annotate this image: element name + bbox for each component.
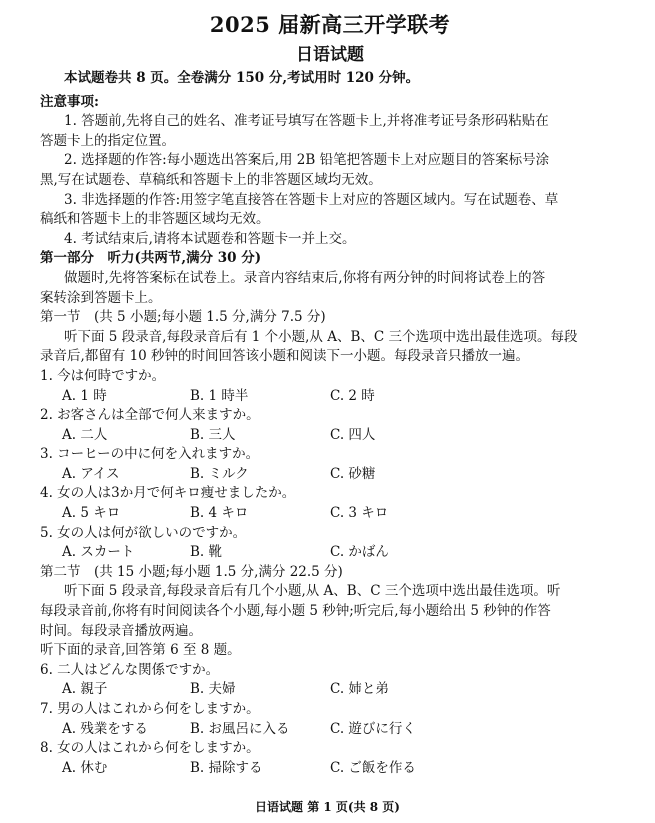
option-b: B. お風呂に入る [190,720,290,737]
note-2-line-1: 2. 选择题的作答:每小题选出答案后,用 2B 铅笔把答题卡上对应题目的答案标号涂 [64,152,550,169]
options [40,680,620,700]
question-text: 1. 今は何時ですか。 [40,367,166,384]
question-text: 2. お客さんは全部で何人来ますか。 [40,407,260,424]
option-b: B. 三人 [190,426,236,443]
option-a: A. アイス [62,465,120,482]
section2-instr-line-3: 时间。每段录音播放两遍。 [40,622,202,639]
part1-intro-line-1: 做题时,先将答案标在试卷上。录音内容结束后,你将有两分钟的时间将试卷上的答 [64,269,546,286]
note-2-line-2: 黑,写在试题卷、草稿纸和答题卡上的非答题区域均无效。 [40,171,382,188]
option-b: B. ミルク [190,465,249,482]
question-text: 8. 女の人はこれから何をしますか。 [40,740,260,757]
section2-heading: 第二节 (共 15 小题;每小题 1.5 分,满分 22.5 分) [40,563,343,580]
option-a: A. 休む [62,759,108,776]
section2-instr-line-2: 每段录音前,你将有时间阅读各个小题,每小题 5 秒钟;听完后,每小题给出 5 秒钟的作答 [40,603,551,620]
part1-heading: 第一部分 听力(共两节,满分 30 分) [40,250,262,267]
question-3 [40,445,620,484]
options [40,720,620,740]
option-c: C. 2 時 [330,387,375,404]
note-3-line-2: 稿纸和答题卡上的非答题区域均无效。 [40,211,270,228]
section1-heading: 第一节 (共 5 小题;每小题 1.5 分,满分 7.5 分) [40,309,326,326]
option-c: C. 姉と弟 [330,681,389,698]
section2-instr-line-1: 听下面 5 段录音,每段录音后有几个小题,从 A、B、C 三个选项中选出最佳选项。听 [64,583,561,600]
question-5 [40,524,620,563]
exam-info: 本试题卷共 8 页。全卷满分 150 分,考试用时 120 分钟。 [64,70,420,86]
options [40,426,620,446]
option-c: C. 3 キロ [330,505,389,522]
option-a: A. 親子 [62,681,108,698]
question-text: 4. 女の人は3か月で何キロ痩せましたか。 [40,485,296,502]
option-b: B. 4 キロ [190,505,249,522]
question-6 [40,661,620,700]
option-c: C. かばん [330,544,389,561]
note-3-line-1: 3. 非选择题的作答:用签字笔直接答在答题卡上对应的答题区域内。写在试题卷、草 [64,191,559,208]
question-1 [40,367,620,406]
option-a: A. 1 時 [62,387,107,404]
options [40,465,620,485]
question-8 [40,739,620,778]
option-b: B. 夫婦 [190,681,236,698]
option-c: C. ご飯を作る [330,759,416,776]
notes-heading: 注意事项: [40,93,99,110]
option-a: A. 二人 [62,426,108,443]
option-a: A. スカート [62,544,135,561]
question-text: 5. 女の人は何が欲しいのですか。 [40,524,247,541]
options [40,543,620,563]
question-text: 6. 二人はどんな関係ですか。 [40,661,220,678]
section2-sub-intro: 听下面的录音,回答第 6 至 8 题。 [40,642,241,659]
question-2 [40,406,620,445]
question-text: 3. コーヒーの中に何を入れますか。 [40,446,260,463]
question-text: 7. 男の人はこれから何をしますか。 [40,701,260,717]
note-1-line-2: 答题卡上的指定位置。 [40,132,175,149]
options [40,387,620,407]
question-7 [40,700,620,739]
page-footer: 日语试题 第 1 页(共 8 页) [255,800,400,814]
section1-instr-line-1: 听下面 5 段录音,每段录音后有 1 个小题,从 A、B、C 三个选项中选出最佳选项。每段 [64,328,578,345]
option-b: B. 1 時半 [190,387,249,404]
option-a: A. 残業をする [62,720,148,737]
options [40,504,620,524]
option-c: C. 砂糖 [330,465,376,482]
section1-instr-line-2: 录音后,都留有 10 秒钟的时间回答该小题和阅读下一小题。每段录音只播放一遍。 [40,348,530,365]
options [40,759,620,779]
question-4 [40,484,620,523]
option-a: A. 5 キロ [62,505,121,522]
note-1-line-1: 1. 答题前,先将自己的姓名、准考证号填写在答题卡上,并将准考证号条形码粘贴在 [64,113,549,130]
option-c: C. 四人 [330,426,376,443]
note-4: 4. 考试结束后,请将本试题卷和答题卡一并上交。 [64,230,356,247]
option-c: C. 遊びに行く [330,720,416,737]
option-b: B. 靴 [190,544,223,561]
exam-page [40,10,620,778]
option-b: B. 掃除する [190,759,263,776]
page-subtitle: 日语试题 [296,45,364,65]
part1-intro-line-2: 案转涂到答题卡上。 [40,289,162,306]
page-title: 2025 届新高三开学联考 [209,12,451,37]
